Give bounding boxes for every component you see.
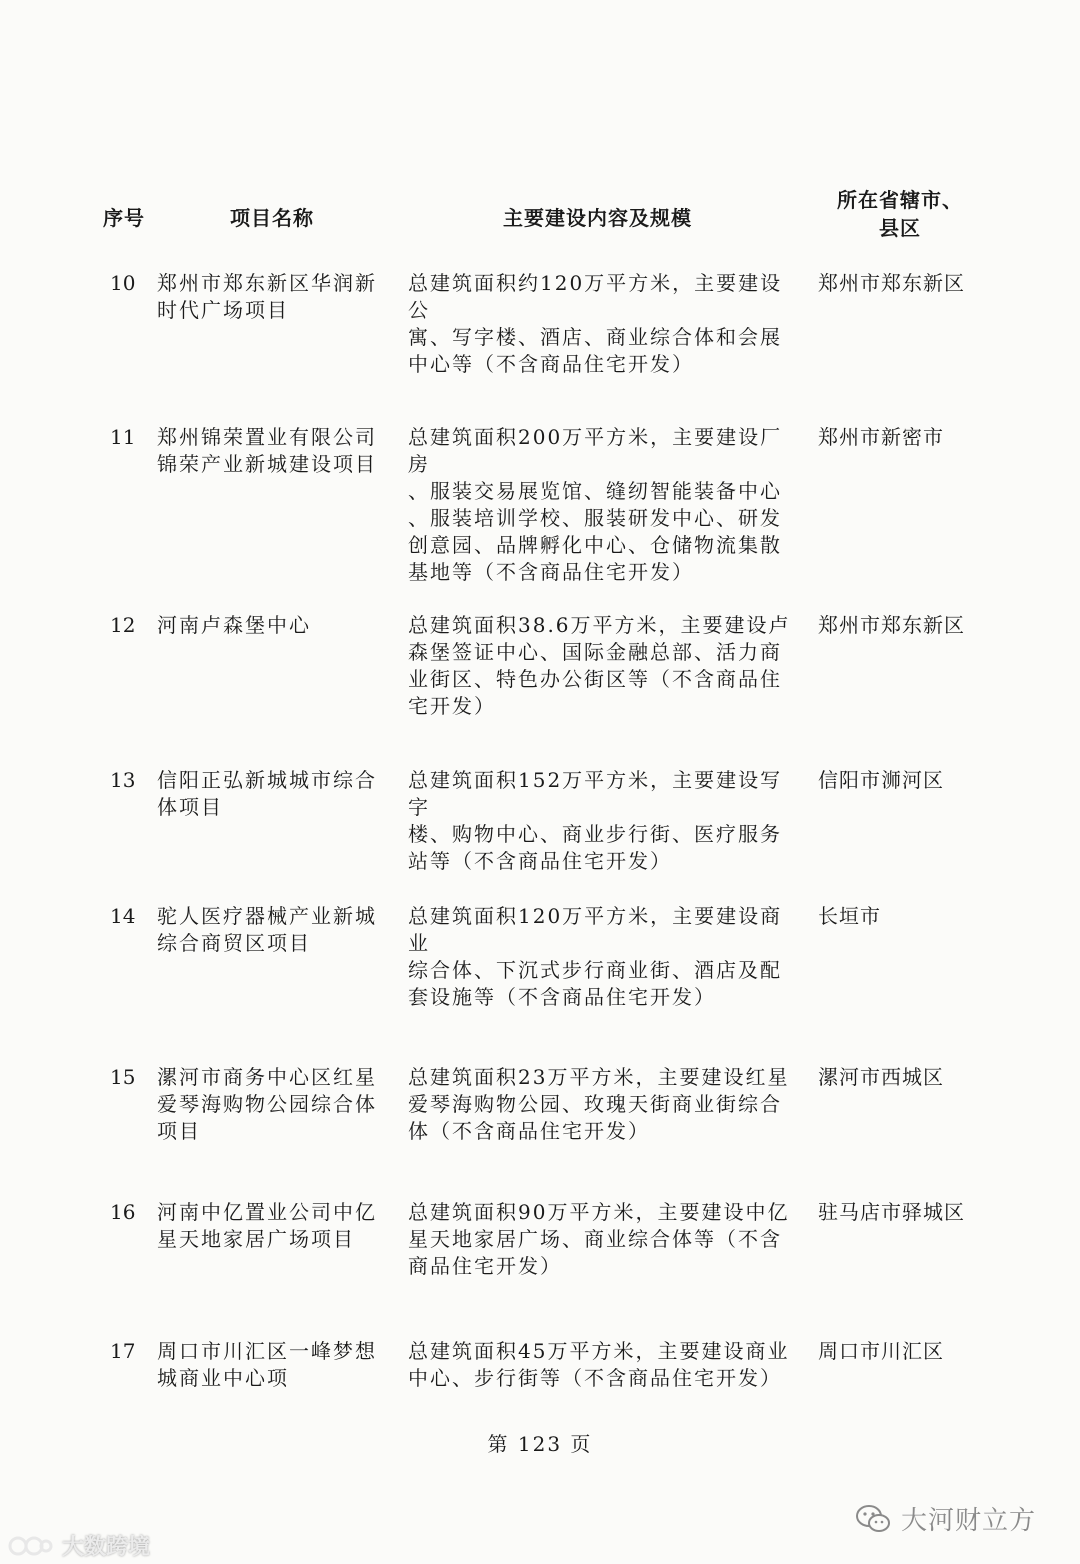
content-line: 、服装培训学校、服装研发中心、研发 xyxy=(408,506,782,530)
content-line: 体（不含商品住宅开发） xyxy=(408,1119,650,1143)
row-location: 漯河市西城区 xyxy=(818,1065,944,1089)
project-name-line: 项目 xyxy=(157,1119,201,1143)
row-location: 郑州市新密市 xyxy=(818,425,944,449)
header-content: 主要建设内容及规模 xyxy=(503,206,692,230)
content-line: 总建筑面积90万平方米，主要建设中亿 xyxy=(408,1200,790,1224)
row-index: 12 xyxy=(110,613,136,637)
row-content xyxy=(408,767,804,875)
header-project-name: 项目名称 xyxy=(230,206,314,230)
content-line: 总建筑面积120万平方米，主要建设商业 xyxy=(408,904,783,955)
header-index: 序号 xyxy=(103,206,145,230)
row-content xyxy=(408,612,804,720)
row-project-name xyxy=(157,612,395,639)
row-project-name xyxy=(157,1338,395,1392)
content-line: 寓、写字楼、酒店、商业综合体和会展 xyxy=(408,325,782,349)
project-name-line: 星天地家居广场项目 xyxy=(157,1227,355,1251)
content-line: 商品住宅开发） xyxy=(408,1254,562,1278)
content-line: 总建筑面积23万平方米，主要建设红星 xyxy=(408,1065,790,1089)
row-content xyxy=(408,1338,804,1392)
watermark-left xyxy=(8,1530,150,1561)
row-location: 郑州市郑东新区 xyxy=(818,271,965,295)
row-index: 14 xyxy=(110,904,136,928)
row-project-name xyxy=(157,270,395,324)
watermark-left-text: 大数跨境 xyxy=(62,1535,151,1560)
project-name-line: 郑州市郑东新区华润新 xyxy=(157,271,377,295)
content-line: 基地等（不含商品住宅开发） xyxy=(408,560,694,584)
project-name-line: 漯河市商务中心区红星 xyxy=(157,1065,377,1089)
content-line: 套设施等（不含商品住宅开发） xyxy=(408,985,716,1009)
row-project-name xyxy=(157,767,395,821)
project-name-line: 城商业中心项 xyxy=(157,1366,289,1390)
row-index: 11 xyxy=(110,425,136,449)
row-index: 15 xyxy=(110,1065,136,1089)
row-location: 信阳市浉河区 xyxy=(818,768,944,792)
row-location: 长垣市 xyxy=(818,904,881,928)
table-header xyxy=(0,180,1080,250)
row-index: 16 xyxy=(110,1200,136,1224)
project-name-line: 体项目 xyxy=(157,795,223,819)
row-content xyxy=(408,1199,804,1280)
project-name-line: 驼人医疗器械产业新城 xyxy=(157,904,377,928)
content-line: 总建筑面积约120万平方米，主要建设公 xyxy=(408,271,783,322)
row-location: 郑州市郑东新区 xyxy=(818,613,965,637)
content-line: 总建筑面积200万平方米，主要建设厂房 xyxy=(408,425,783,476)
row-index: 10 xyxy=(110,271,136,295)
row-project-name xyxy=(157,903,395,957)
row-content xyxy=(408,424,804,586)
header-location-line2: 县区 xyxy=(879,216,921,240)
content-line: 中心等（不含商品住宅开发） xyxy=(408,352,694,376)
page-number: 第 123 页 xyxy=(487,1432,593,1456)
watermark-right-text: 大河财立方 xyxy=(901,1506,1037,1536)
content-line: 、服装交易展览馆、缝纫智能装备中心 xyxy=(408,479,782,503)
content-line: 站等（不含商品住宅开发） xyxy=(408,849,672,873)
content-line: 星天地家居广场、商业综合体等（不含 xyxy=(408,1227,782,1251)
project-name-line: 锦荣产业新城建设项目 xyxy=(157,452,377,476)
content-line: 中心、步行街等（不含商品住宅开发） xyxy=(408,1366,782,1390)
row-index: 13 xyxy=(110,768,136,792)
project-name-line: 河南卢森堡中心 xyxy=(157,613,311,637)
project-name-line: 综合商贸区项目 xyxy=(157,931,311,955)
content-line: 楼、购物中心、商业步行街、医疗服务 xyxy=(408,822,782,846)
row-project-name xyxy=(157,424,395,478)
content-line: 业街区、特色办公街区等（不含商品住 xyxy=(408,667,782,691)
content-line: 宅开发） xyxy=(408,694,496,718)
row-location: 周口市川汇区 xyxy=(818,1339,944,1363)
content-line: 总建筑面积152万平方米，主要建设写字 xyxy=(408,768,783,819)
row-location: 驻马店市驿城区 xyxy=(818,1200,965,1224)
project-name-line: 郑州锦荣置业有限公司 xyxy=(157,425,377,449)
content-line: 爱琴海购物公园、玫瑰天街商业街综合 xyxy=(408,1092,782,1116)
header-location xyxy=(830,186,970,242)
project-name-line: 信阳正弘新城城市综合 xyxy=(157,768,377,792)
content-line: 综合体、下沉式步行商业街、酒店及配 xyxy=(408,958,782,982)
row-index: 17 xyxy=(110,1339,136,1363)
project-name-line: 爱琴海购物公园综合体 xyxy=(157,1092,377,1116)
content-line: 创意园、品牌孵化中心、仓储物流集散 xyxy=(408,533,782,557)
row-project-name xyxy=(157,1064,395,1145)
content-line: 总建筑面积38.6万平方米，主要建设卢 xyxy=(408,613,791,637)
project-name-line: 河南中亿置业公司中亿 xyxy=(157,1200,377,1224)
brand-logo-icon xyxy=(8,1534,54,1558)
project-name-line: 周口市川汇区一峰梦想 xyxy=(157,1339,377,1363)
wechat-icon xyxy=(855,1504,891,1534)
watermark-right xyxy=(855,1500,1036,1537)
project-name-line: 时代广场项目 xyxy=(157,298,289,322)
row-project-name xyxy=(157,1199,395,1253)
content-line: 森堡签证中心、国际金融总部、活力商 xyxy=(408,640,782,664)
row-content xyxy=(408,1064,804,1145)
header-location-line1: 所在省辖市、 xyxy=(837,188,963,212)
content-line: 总建筑面积45万平方米，主要建设商业 xyxy=(408,1339,790,1363)
row-content xyxy=(408,903,804,1011)
row-content xyxy=(408,270,804,378)
